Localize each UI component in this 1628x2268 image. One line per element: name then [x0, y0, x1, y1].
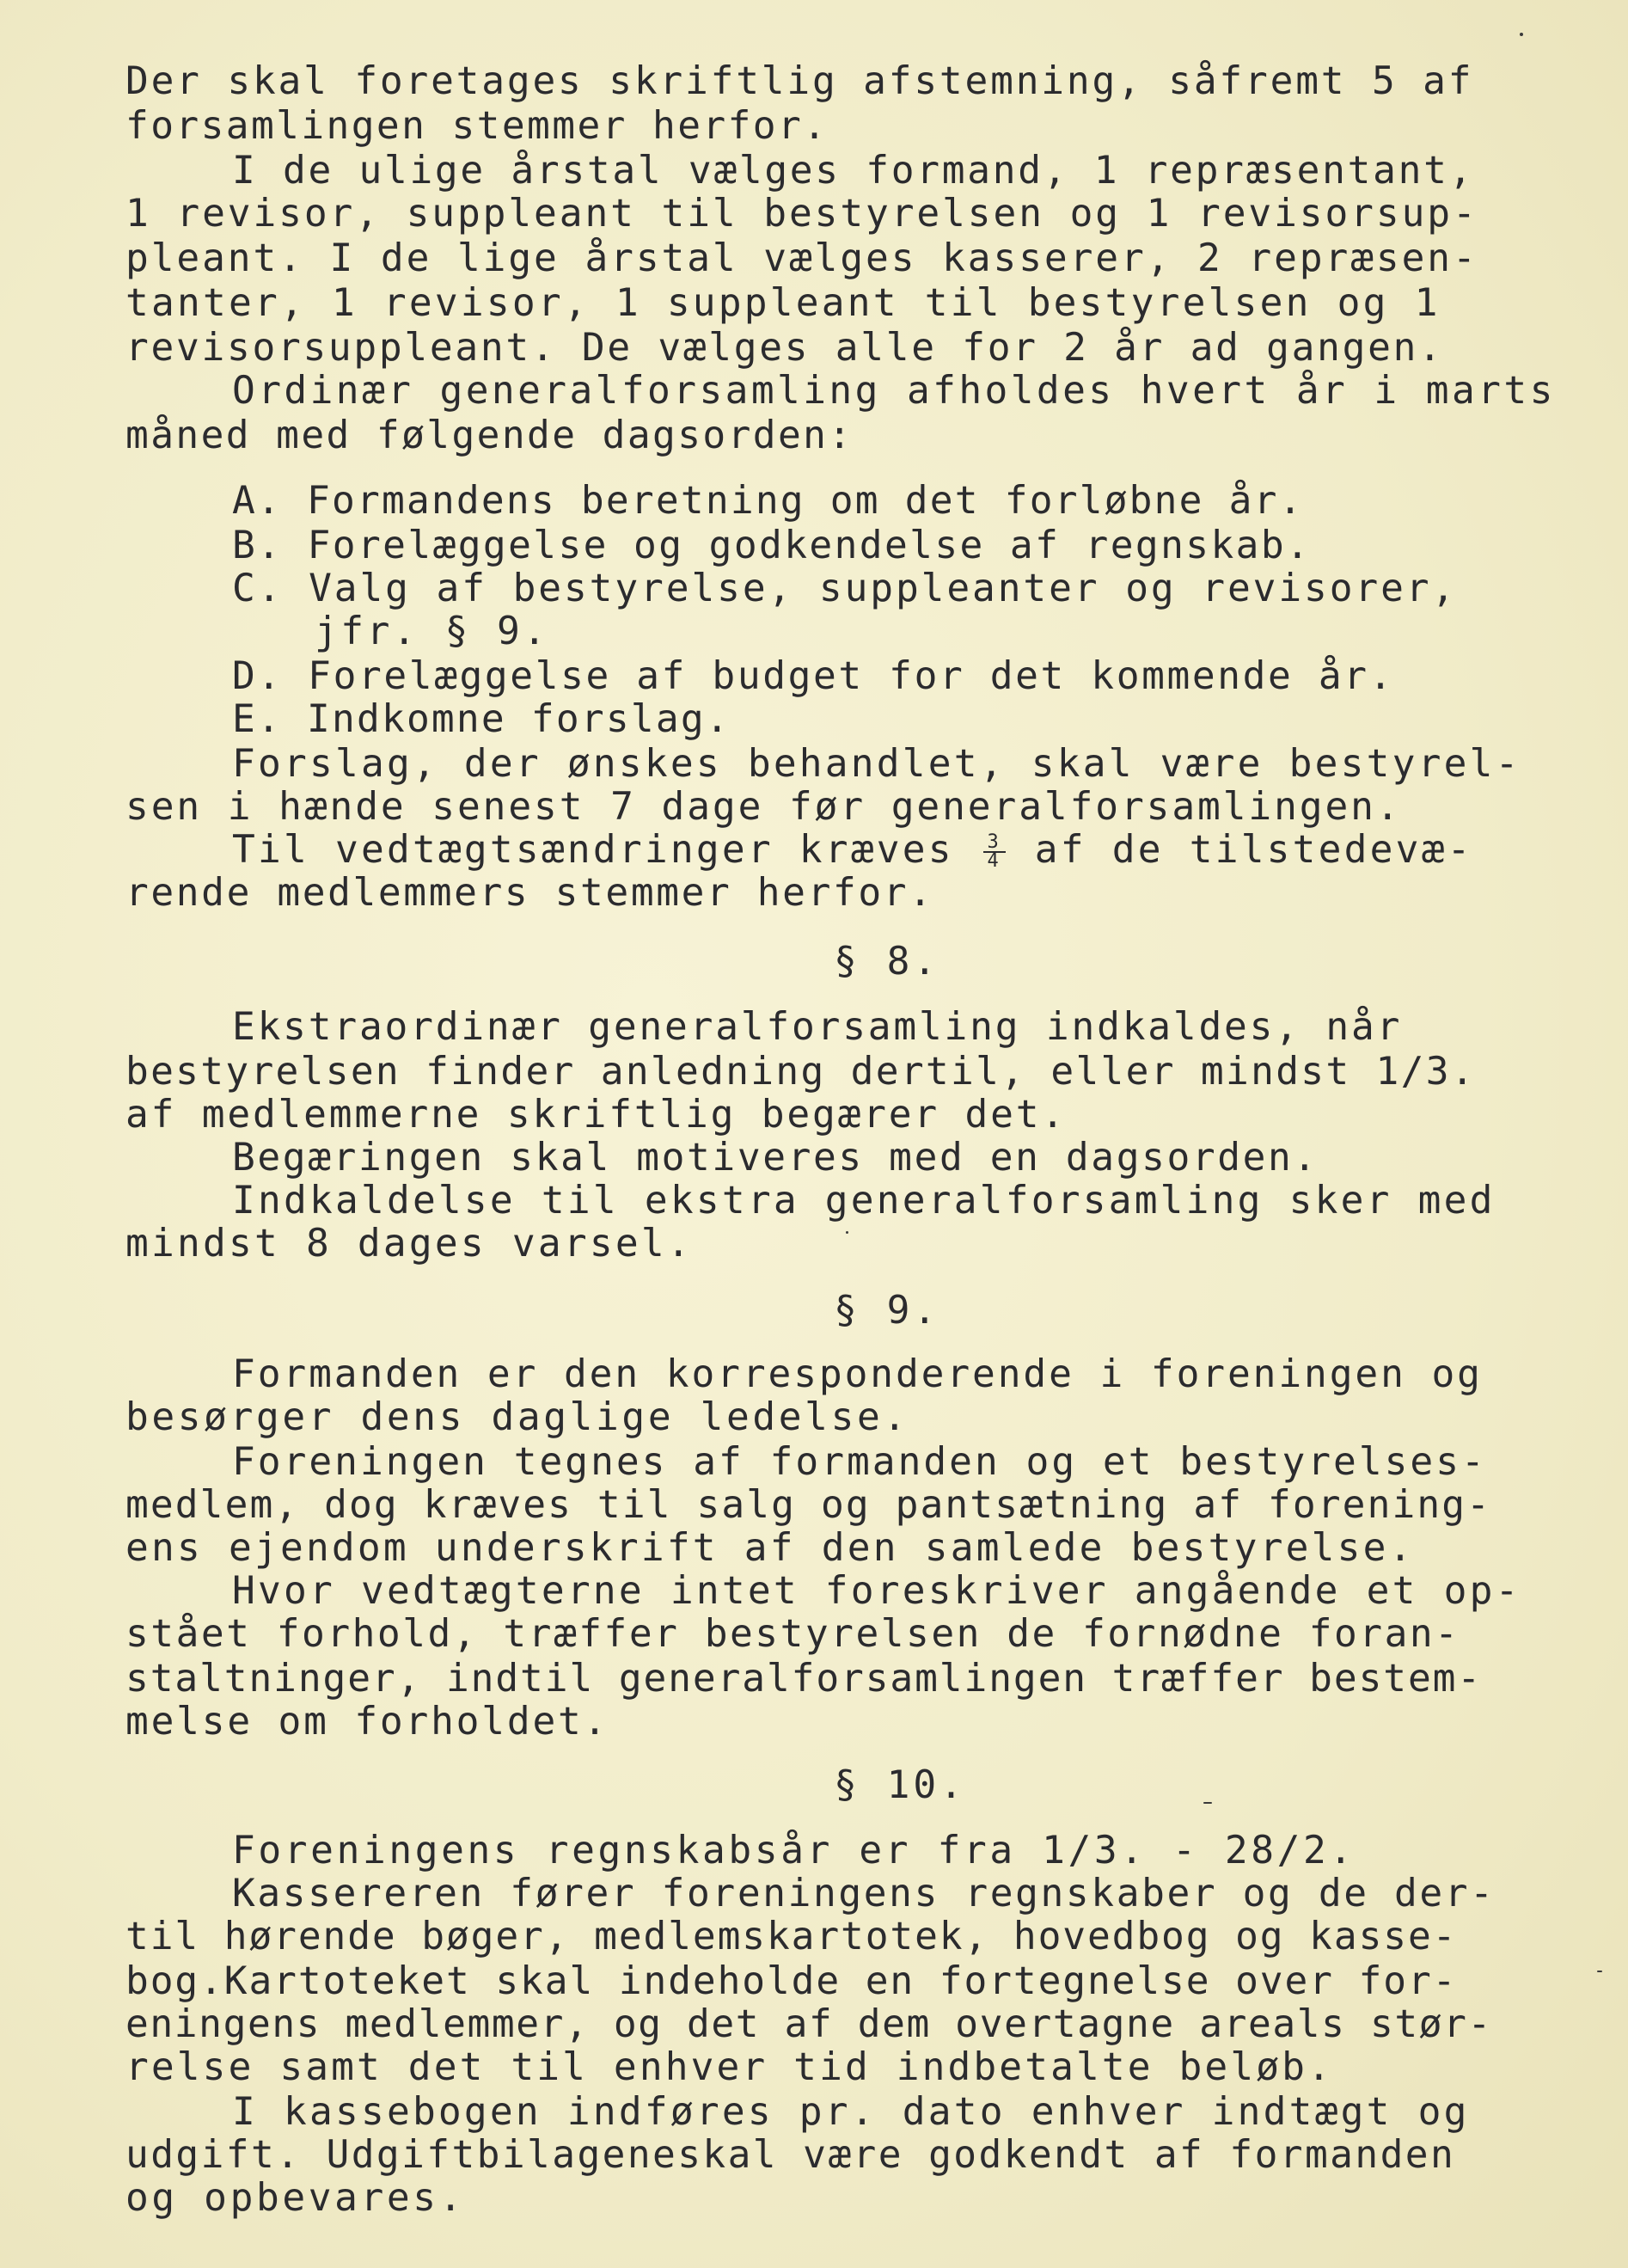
text-line: Ordinær generalforsamling afholdes hvert år i marts	[232, 369, 1556, 413]
text-line: melse om forholdet.	[125, 1700, 609, 1744]
agenda-item-b: B. Forelæggelse og godkendelse af regnskab.	[232, 524, 1312, 567]
text-line: ens ejendom underskrift af den samlede bestyrelse.	[125, 1526, 1415, 1570]
text-line: 1 revisor, suppleant til bestyrelsen og 1 revisorsup-	[125, 192, 1478, 236]
text-line: bestyrelsen finder anledning dertil, eller mindst 1/3.	[125, 1050, 1476, 1094]
fraction-line	[232, 829, 1473, 872]
paper-speck	[846, 1231, 848, 1234]
section-9-heading: § 9.	[834, 1289, 940, 1333]
paper-speck	[1520, 33, 1523, 36]
fraction-line-before: Til vedtægtsændringer kræves	[232, 828, 954, 872]
agenda-item-c: C. Valg af bestyrelse, suppleanter og revisorer,	[232, 567, 1458, 610]
agenda-item-d: D. Forelæggelse af budget for det kommende år.	[232, 654, 1394, 698]
paper-speck	[1203, 1802, 1212, 1804]
text-line: relse samt det til enhver tid indbetalte beløb.	[125, 2045, 1333, 2089]
text-line: Der skal foretages skriftlig afstemning, såfremt 5 af	[125, 59, 1474, 103]
text-line: forsamlingen stemmer herfor.	[125, 104, 829, 148]
text-line: I kassebogen indføres pr. dato enhver indtægt og	[232, 2090, 1470, 2134]
text-line: og opbevares.	[125, 2176, 466, 2220]
paper-speck	[1597, 1971, 1602, 1972]
text-line: medlem, dog kræves til salg og pantsætning af forening-	[125, 1483, 1492, 1527]
text-line: til hørende bøger, medlemskartotek, hovedbog og kasse-	[125, 1915, 1458, 1958]
text-line: Forslag, der ønskes behandlet, skal være bestyrel-	[232, 742, 1521, 786]
text-line: Foreningens regnskabsår er fra 1/3. - 28/2.	[232, 1829, 1356, 1873]
text-line: Foreningen tegnes af formanden og et bestyrelses-	[232, 1440, 1487, 1484]
text-line: Kassereren fører foreningens regnskaber og de der-	[232, 1872, 1496, 1916]
text-line: staltninger, indtil generalforsamlingen træffer bestem-	[125, 1657, 1483, 1701]
text-line: stået forhold, træffer bestyrelsen de fornødne foran-	[125, 1612, 1460, 1656]
section-10-heading: § 10.	[834, 1763, 966, 1807]
text-line: Indkaldelse til ekstra generalforsamling sker med	[232, 1179, 1496, 1223]
text-line: besørger dens daglige ledelse.	[125, 1395, 909, 1439]
agenda-item-c-continued: jfr. § 9.	[315, 610, 549, 653]
text-line: revisorsuppleant. De vælges alle for 2 år ad gangen.	[125, 326, 1444, 370]
text-line: bog.Kartoteket skal indeholde en fortegnelse over for-	[125, 1959, 1458, 2003]
text-line: I de ulige årstal vælges formand, 1 repræsentant,	[232, 149, 1475, 193]
text-line: pleant. I de lige årstal vælges kasserer, 2 repræsen-	[125, 236, 1478, 280]
fraction-denominator: 4	[983, 851, 1006, 870]
three-quarters-fraction	[983, 831, 1006, 872]
text-line: udgift. Udgiftbilageneskal være godkendt af formanden	[125, 2133, 1456, 2177]
agenda-item-a: A. Formandens beretning om det forløbne år.	[232, 479, 1304, 523]
text-line: rende medlemmers stemmer herfor.	[125, 871, 934, 915]
text-line: sen i hænde senest 7 dage før generalforsamlingen.	[125, 785, 1402, 829]
text-line: tanter, 1 revisor, 1 suppleant til bestyrelsen og 1	[125, 281, 1441, 325]
text-line: måned med følgende dagsorden:	[125, 414, 854, 457]
fraction-line-after: af de tilstedevæ-	[1034, 828, 1473, 872]
text-line: af medlemmerne skriftlig begærer det.	[125, 1093, 1067, 1137]
text-line: Ekstraordinær generalforsamling indkaldes, når	[232, 1005, 1403, 1049]
text-line: Hvor vedtægterne intet foreskriver angående et op-	[232, 1569, 1521, 1613]
section-8-heading: § 8.	[834, 940, 940, 984]
text-line: mindst 8 dages varsel.	[125, 1222, 693, 1266]
text-line: eningens medlemmer, og det af dem overtagne areals stør-	[125, 2002, 1492, 2046]
text-line: Begæringen skal motiveres med en dagsorden.	[232, 1136, 1319, 1180]
fraction-numerator: 3	[987, 831, 1001, 853]
agenda-item-e: E. Indkomne forslag.	[232, 697, 731, 741]
text-line: Formanden er den korresponderende i foreningen og	[232, 1352, 1483, 1396]
